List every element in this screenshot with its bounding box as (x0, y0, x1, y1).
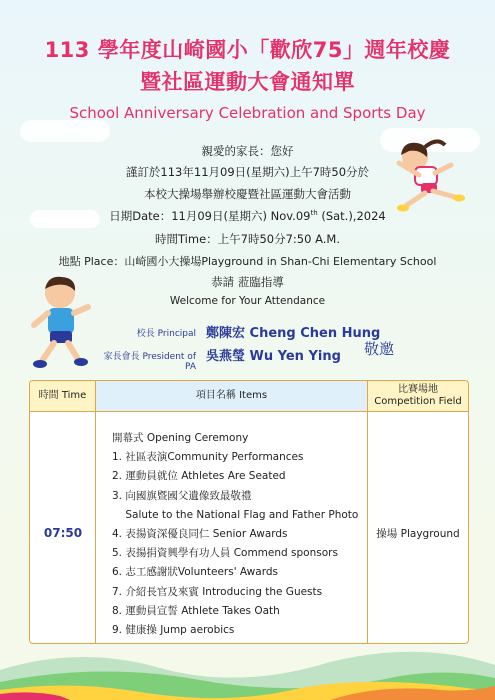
invite-en: Welcome for Your Attendance (169, 295, 326, 307)
list-item: 8. 運動員宣誓 Athlete Takes Oath (112, 604, 280, 617)
schedule-field: 操場 Playground (376, 528, 460, 540)
list-item: 1. 社區表演Community Performances (112, 451, 304, 464)
letter-line-1: 謹訂於113年11月09日(星期六)上午7時50分於 (125, 165, 370, 179)
event-place: 地點 Place：山崎國小大操場Playground in Shan-Chi Elementary School (58, 255, 437, 268)
jumping-girl-illustration (385, 135, 470, 215)
schedule-table (29, 380, 469, 644)
list-item: 4. 表揚資深優良同仁 Senior Awards (112, 527, 288, 540)
pa-label: 家長會長 President of PA (103, 352, 196, 372)
cloud (20, 120, 110, 142)
list-item: Salute to the National Flag and Father Photo (112, 508, 359, 521)
event-time: 時間Time：上午7時50分7:50 A.M. (155, 232, 340, 246)
items-list (112, 429, 358, 640)
list-item: 5. 表揚捐資興學有功人員 Commend sponsors (112, 547, 338, 560)
principal-label: 校長 Principal (136, 329, 196, 339)
list-item: 2. 運動員就位 Athletes Are Seated (112, 470, 286, 483)
invite-word: 敬邀 (364, 340, 395, 358)
title-english: School Anniversary Celebration and Sports Day (69, 104, 426, 122)
hills-decoration (0, 640, 495, 700)
greeting: 親愛的家長：您好 (201, 144, 294, 158)
pa-name: 吳燕瑩 Wu Yen Ying (206, 349, 341, 364)
list-item: 6. 志工感謝狀Volunteers' Awards (112, 566, 278, 579)
header-items: 項目名稱 Items (96, 381, 368, 412)
invite-cn: 恭請 蒞臨指導 (211, 275, 284, 289)
title-line-1: 113 學年度山崎國小「歡欣75」週年校慶 (44, 38, 451, 62)
list-item: 3. 向國旗暨國父遺像致最敬禮 (112, 489, 252, 502)
header-field: 比賽場地 Competition Field (368, 381, 468, 412)
header-time: 時間 Time (30, 381, 96, 412)
list-item: 開幕式 Opening Ceremony (112, 432, 249, 444)
schedule-time: 07:50 (43, 526, 83, 540)
list-item: 7. 介紹長官及來賓 Introducing the Guests (112, 585, 323, 598)
letter-line-2: 本校大操場舉辦校慶暨社區運動大會活動 (144, 187, 351, 201)
list-item: 9. 健康操 Jump aerobics (112, 623, 235, 636)
event-date: 日期Date：11月09日(星期六) Nov.09th (Sat.),2024 (109, 209, 386, 223)
principal-name: 鄭陳宏 Cheng Chen Hung (206, 326, 381, 341)
title-line-2: 暨社區運動大會通知單 (140, 70, 355, 94)
running-boy-illustration (28, 275, 94, 371)
